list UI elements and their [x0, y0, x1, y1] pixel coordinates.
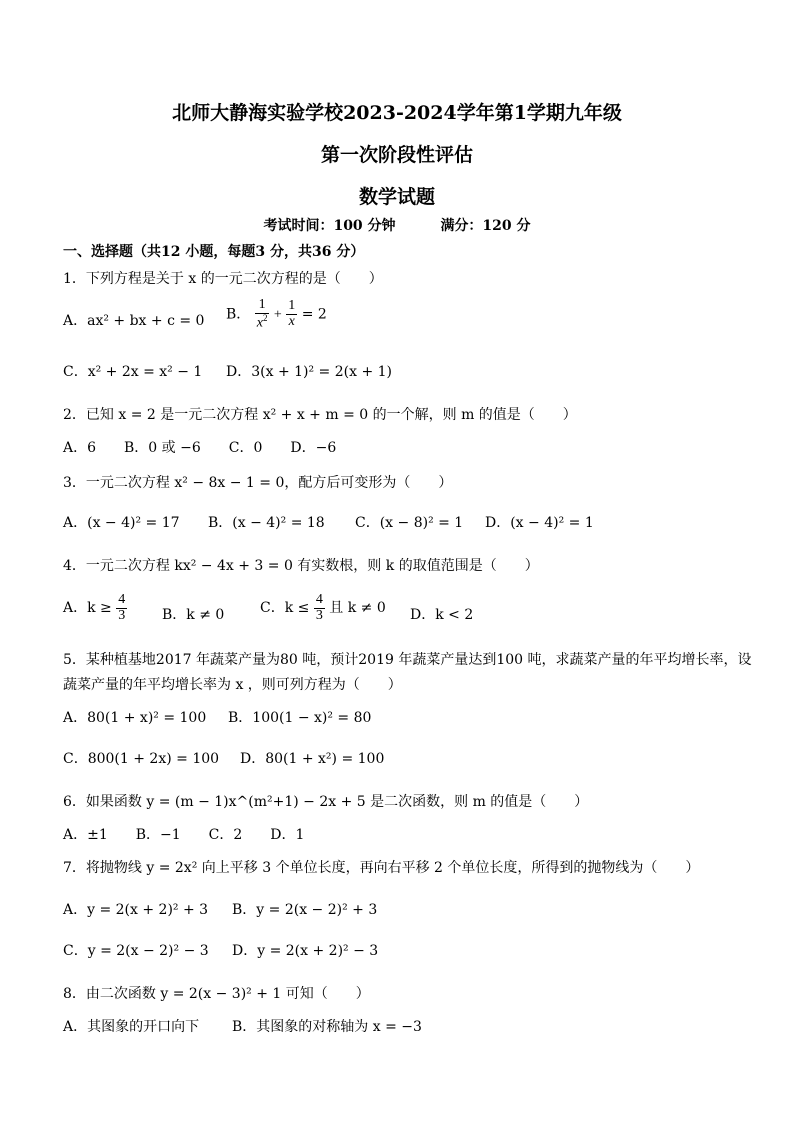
q4-option-b: B．k ≠ 0	[162, 607, 225, 623]
fraction: $\frac{1}{x^2}$	[256, 297, 268, 331]
assessment-title: 第一次阶段性评估	[320, 144, 473, 166]
q4-option-d: D．k < 2	[410, 607, 474, 623]
q4-option-a	[63, 593, 127, 623]
q4-option-c	[260, 593, 386, 623]
q5-stem-line2: 蔬菜产量的年平均增长率为 x ，则可列方程为（ ）	[63, 677, 402, 693]
school-title: 北师大静海实验学校2023-2024学年第1学期九年级	[172, 102, 622, 124]
q1-option-d: D．3(x + 1)² = 2(x + 1)	[226, 364, 392, 380]
full-score: 满分：120 分	[440, 218, 531, 234]
q3-option-c: C．(x − 8)² = 1	[355, 515, 464, 531]
q1-stem: 1．下列方程是关于 x 的一元二次方程的是（ ）	[63, 271, 383, 287]
q5-option-b: B．100(1 − x)² = 80	[228, 710, 372, 726]
q4-option-a-label: A．k ≥	[63, 600, 112, 617]
q4-stem: 4．一元二次方程 kx² − 4x + 3 = 0 有实数根，则 k 的取值范围是（ ）	[63, 558, 539, 574]
q1-option-b-label: B．	[226, 306, 251, 323]
q1-option-a: A．ax² + bx + c = 0	[63, 313, 205, 329]
exam-meta	[0, 215, 794, 235]
q2-options: A．6 B．0 或 −6 C．0 D．−6	[63, 440, 337, 456]
q2-stem: 2．已知 x = 2 是一元二次方程 x² + x + m = 0 的一个解，则 m 的值是（ ）	[63, 407, 577, 423]
fraction-denominator: 3	[118, 607, 126, 623]
q4-option-c-label: C．k ≤	[260, 600, 310, 617]
q3-stem: 3．一元二次方程 x² − 8x − 1 = 0，配方后可变形为（ ）	[63, 475, 453, 491]
q5-option-a: A．80(1 + x)² = 100	[63, 710, 207, 726]
q3-option-a: A．(x − 4)² = 17	[63, 515, 180, 531]
q7-option-a: A．y = 2(x + 2)² + 3	[63, 902, 209, 918]
q1-option-b: B． $\frac{1}{x^2}$ + $\frac{1}{x}$ = 2	[226, 297, 327, 331]
q5-option-d: D．80(1 + x²) = 100	[240, 751, 385, 767]
q6-stem: 6．如果函数 y = (m − 1)x^(m²+1) − 2x + 5 是二次函数，则 m 的值是（ ）	[63, 794, 589, 810]
fraction	[116, 593, 127, 623]
exam-time: 考试时间：100 分钟	[263, 218, 396, 234]
fraction: $\frac{1}{x}$	[288, 298, 296, 330]
section-heading: 一、选择题（共12 小题，每题3 分，共36 分）	[63, 244, 365, 260]
q7-option-b: B．y = 2(x − 2)² + 3	[232, 902, 378, 918]
q5-stem-line1: 5．某种植基地2017 年蔬菜产量为80 吨，预计2019 年蔬菜产量达到100 吨，求蔬菜产量的年平均增长率，设	[63, 652, 752, 668]
q8-option-a: A．其图象的开口向下	[63, 1019, 200, 1035]
fraction-numerator: 4	[315, 592, 323, 607]
q3-option-b: B．(x − 4)² = 18	[208, 515, 325, 531]
q8-stem: 8．由二次函数 y = 2(x − 3)² + 1 可知（ ）	[63, 986, 370, 1002]
q7-option-c: C．y = 2(x − 2)² − 3	[63, 943, 209, 959]
q1-option-b-tail: = 2	[301, 306, 327, 323]
fraction-denominator: 3	[315, 607, 323, 623]
q4-option-c-tail: 且 k ≠ 0	[329, 600, 386, 617]
q6-options: A．±1 B．−1 C．2 D．1	[63, 827, 305, 843]
fraction	[314, 593, 325, 623]
q5-option-c: C．800(1 + 2x) = 100	[63, 751, 220, 767]
q8-option-b: B．其图象的对称轴为 x = −3	[232, 1019, 422, 1035]
fraction-numerator: 4	[118, 592, 126, 607]
q7-stem: 7．将抛物线 y = 2x² 向上平移 3 个单位长度，再向右平移 2 个单位长度，所得到的抛物线为（ ）	[63, 860, 700, 876]
subject-title: 数学试题	[358, 186, 435, 208]
q1-option-c: C．x² + 2x = x² − 1	[63, 364, 203, 380]
q3-option-d: D．(x − 4)² = 1	[485, 515, 594, 531]
q7-option-d: D．y = 2(x + 2)² − 3	[232, 943, 379, 959]
